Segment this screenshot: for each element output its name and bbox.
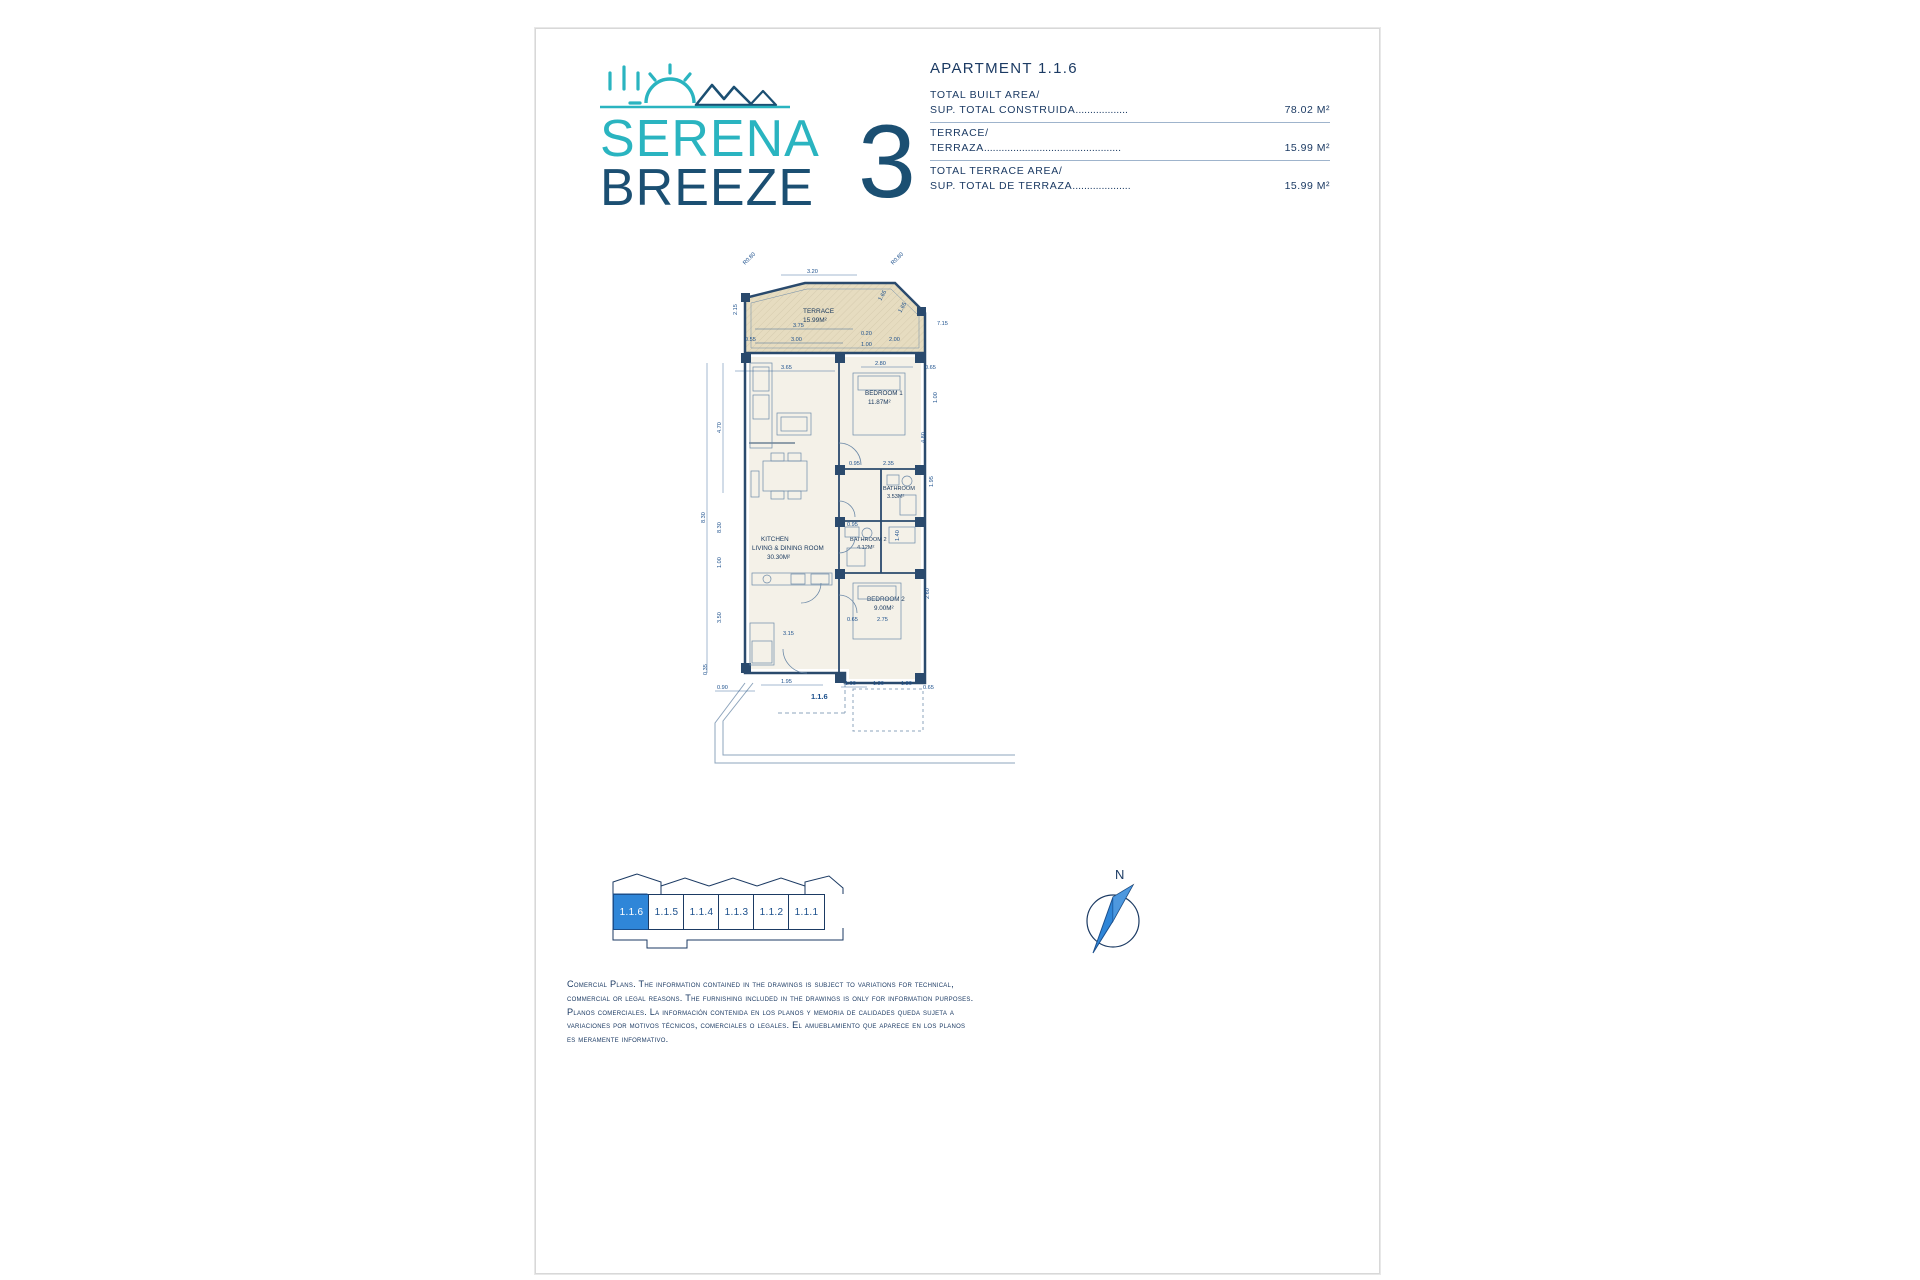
keyplan-unit-1-1-2[interactable]: 1.1.2	[753, 894, 790, 930]
room-area-bedroom2: 9.00M²	[874, 605, 894, 612]
info-row-total-terrace	[930, 164, 1330, 198]
disclaimer-text	[567, 978, 1347, 1047]
keyplan-unit-1-1-3[interactable]: 1.1.3	[718, 894, 755, 930]
room-label-bathroom2: BATHROOM 2	[850, 537, 887, 543]
svg-text:3.65: 3.65	[781, 365, 792, 371]
svg-text:2.75: 2.75	[877, 617, 888, 623]
svg-text:0.20: 0.20	[861, 331, 872, 337]
room-area-bathroom2: 4.12M²	[857, 545, 875, 551]
keyplan-unit-1-1-1[interactable]: 1.1.1	[788, 894, 825, 930]
svg-text:0.35: 0.35	[703, 664, 709, 675]
serena-breeze-logo	[600, 63, 940, 223]
svg-text:1.65: 1.65	[877, 289, 889, 302]
svg-text:3.20: 3.20	[807, 269, 818, 275]
svg-text:1.80: 1.80	[901, 681, 912, 687]
compass-rose	[1075, 863, 1165, 958]
compass-north-label: N	[1115, 867, 1125, 882]
svg-text:1.65: 1.65	[897, 301, 909, 314]
terrace-label-es: TERRAZA	[930, 142, 984, 155]
room-area-bathroom1: 3.53M²	[887, 494, 905, 500]
svg-text:0.55: 0.55	[745, 337, 756, 343]
svg-text:1.00: 1.00	[845, 681, 856, 687]
svg-text:2.15: 2.15	[733, 304, 739, 315]
keyplan-unit-1-1-4[interactable]: 1.1.4	[683, 894, 720, 930]
svg-text:0.65: 0.65	[847, 617, 858, 623]
room-label-bathroom1: BATHROOM	[883, 486, 915, 492]
terrace-value: 15.99 M²	[1284, 142, 1330, 155]
svg-text:1.95: 1.95	[929, 476, 935, 487]
svg-text:0.65: 0.65	[923, 685, 934, 691]
svg-text:1.00: 1.00	[861, 342, 872, 348]
svg-text:1.40: 1.40	[895, 530, 901, 541]
total-terrace-label-es: SUP. TOTAL DE TERRAZA	[930, 180, 1073, 193]
room-area-bedroom1: 11.87M²	[868, 399, 891, 406]
svg-text:2.80: 2.80	[875, 361, 886, 367]
room-label-kitchen: KITCHEN	[761, 536, 789, 543]
room-area-terrace: 15.99M²	[803, 317, 827, 324]
room-label-bedroom2: BEDROOM 2	[867, 596, 905, 603]
disclaimer-line-5: es meramente informativo.	[567, 1034, 669, 1045]
floor-plan-svg	[595, 243, 1325, 773]
svg-text:3.00: 3.00	[791, 337, 802, 343]
info-row-terrace	[930, 126, 1330, 160]
svg-text:R0.80: R0.80	[742, 251, 757, 267]
total-terrace-value: 15.99 M²	[1284, 180, 1330, 193]
logo-line-2: BREEZE	[600, 159, 815, 218]
built-area-label-es: SUP. TOTAL CONSTRUIDA	[930, 104, 1076, 117]
disclaimer-line-1: Comercial Plans. The information contained in the drawings is subject to variations for technical,	[567, 979, 954, 989]
svg-text:4.70: 4.70	[717, 422, 723, 433]
room-area-living: 30.30M²	[767, 554, 791, 561]
compass-icon	[1075, 863, 1165, 958]
room-label-living: LIVING & DINING ROOM	[752, 545, 824, 552]
svg-text:7.15: 7.15	[937, 321, 948, 327]
divider-2	[930, 160, 1330, 161]
disclaimer-line-2: commercial or legal reasons. The furnishing included in the drawings is only for information purposes.	[567, 992, 974, 1003]
disclaimer-line-4: variaciones por motivos técnicos, comerciales o legales. El amueblamiento que aparece en los planos	[567, 1020, 966, 1031]
divider-1	[930, 122, 1330, 123]
built-area-value: 78.02 M²	[1284, 104, 1330, 117]
apartment-info-block	[930, 60, 1330, 198]
svg-text:0.65: 0.65	[925, 365, 936, 371]
svg-text:3.75: 3.75	[793, 323, 804, 329]
svg-text:4.80: 4.80	[921, 432, 927, 443]
svg-text:2.60: 2.60	[925, 588, 931, 599]
keyplan-unit-1-1-6[interactable]: 1.1.6	[613, 894, 650, 930]
built-area-label-en: TOTAL BUILT AREA/	[930, 89, 1040, 101]
keyplan-unit-1-1-5[interactable]: 1.1.5	[648, 894, 685, 930]
room-label-bedroom1: BEDROOM 1	[865, 390, 903, 397]
svg-text:8.30: 8.30	[701, 512, 707, 523]
lower-terrace-outline	[715, 683, 1015, 763]
svg-text:1.00: 1.00	[717, 557, 723, 568]
floor-plan-drawing	[595, 243, 1325, 773]
svg-text:8.30: 8.30	[717, 522, 723, 533]
terrace-dots: ...............................................	[983, 142, 1122, 155]
svg-text:R0.80: R0.80	[890, 251, 905, 267]
unit-tag-label: 1.1.6	[811, 692, 828, 701]
svg-text:0.90: 0.90	[717, 685, 728, 691]
total-terrace-dots: ....................	[1072, 180, 1131, 193]
svg-text:1.95: 1.95	[781, 679, 792, 685]
plan-sheet	[535, 28, 1380, 1274]
svg-text:0.95: 0.95	[847, 522, 858, 528]
terrace-label-en: TERRACE/	[930, 127, 989, 139]
svg-text:3.15: 3.15	[783, 631, 794, 637]
built-area-dots: ..................	[1075, 104, 1128, 117]
logo-number: 3	[858, 104, 916, 220]
svg-text:1.00: 1.00	[933, 392, 939, 403]
apartment-title: APARTMENT 1.1.6	[930, 60, 1078, 77]
svg-text:0.95: 0.95	[849, 461, 860, 467]
info-row-built-area	[930, 88, 1330, 122]
svg-text:3.50: 3.50	[717, 612, 723, 623]
disclaimer-line-3: Planos comerciales. La información contenida en los planos y memoria de calidades queda sujeta a	[567, 1006, 955, 1017]
total-terrace-label-en: TOTAL TERRACE AREA/	[930, 165, 1063, 177]
key-plan	[607, 868, 852, 958]
room-label-terrace: TERRACE	[803, 308, 835, 315]
svg-text:2.35: 2.35	[883, 461, 894, 467]
logo-line-1: SERENA	[600, 110, 820, 168]
svg-text:2.00: 2.00	[889, 337, 900, 343]
svg-text:1.30: 1.30	[873, 681, 884, 687]
